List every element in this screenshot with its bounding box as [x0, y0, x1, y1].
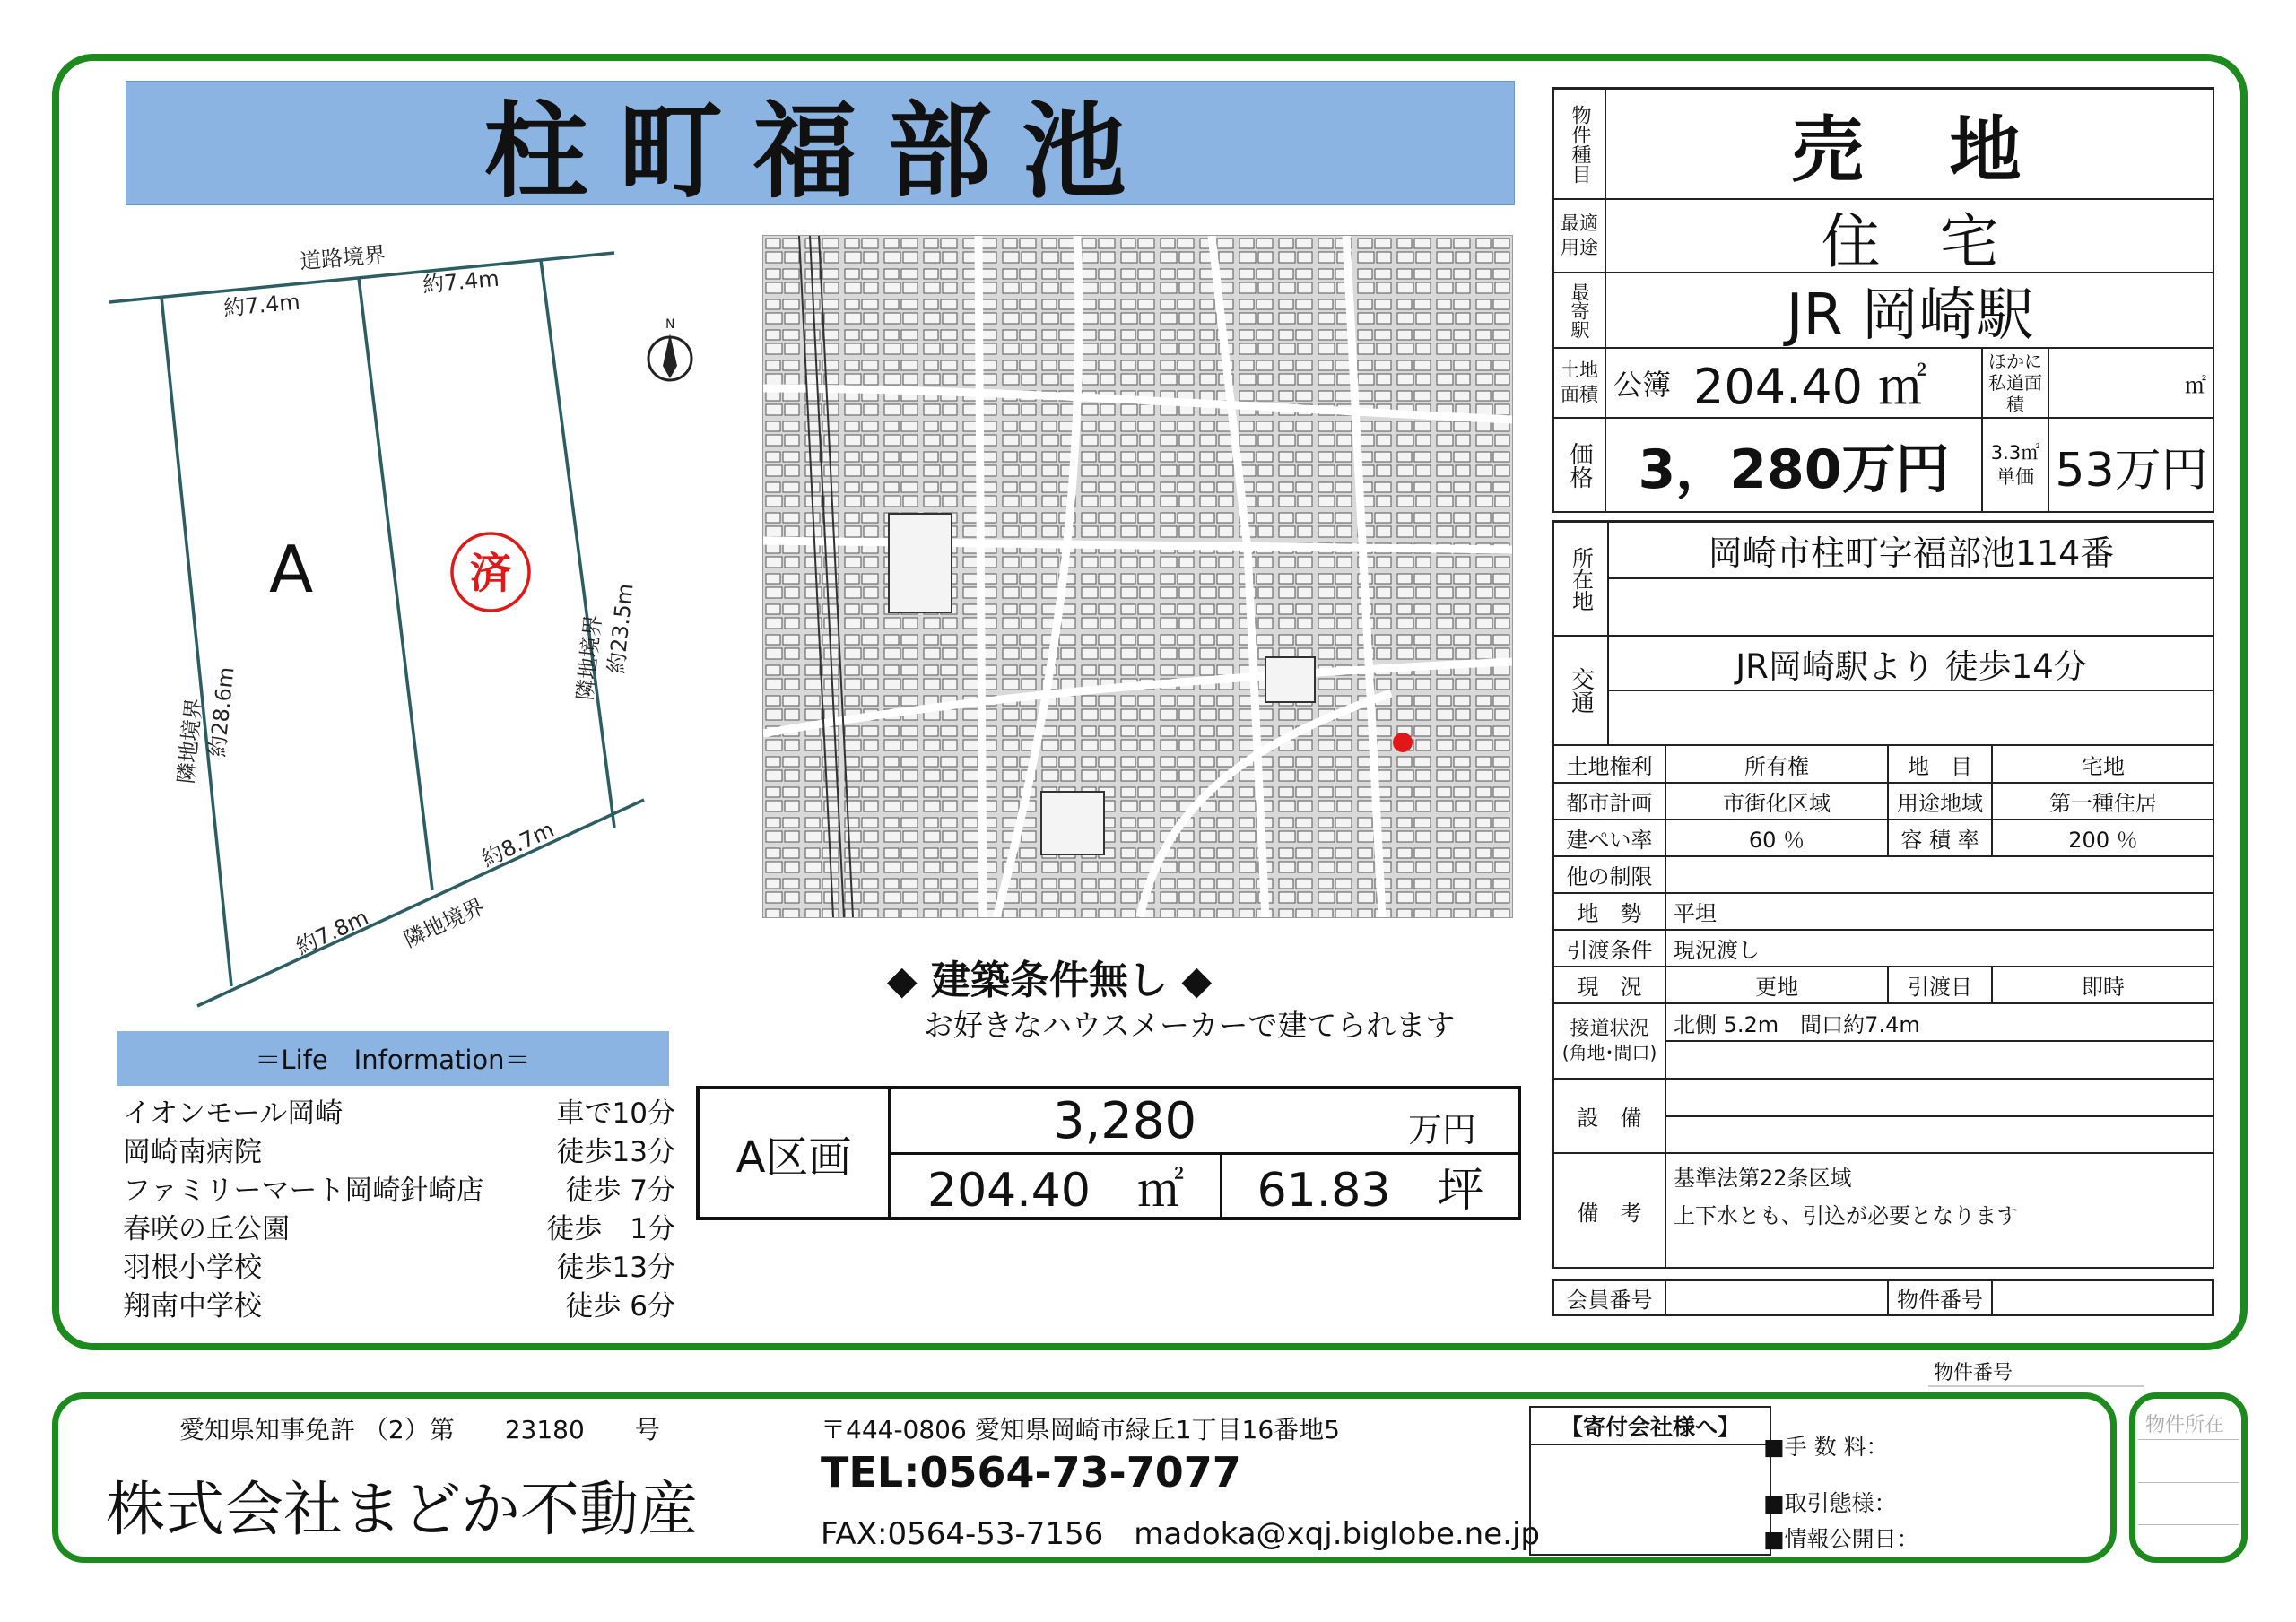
- life-info-item: [123, 1090, 675, 1129]
- lot-line-right: [541, 260, 614, 828]
- company-address: 〒444-0806 愛知県岡崎市緑丘1丁目16番地5: [821, 1415, 1340, 1444]
- info-table-details: [1552, 520, 2214, 1269]
- road-extra: [1665, 1041, 2214, 1079]
- lot-area-sqm: 204.40 ㎡: [891, 1155, 1222, 1217]
- other-limits-label: 他の制限: [1553, 856, 1665, 893]
- land-area-label: 土地面積: [1553, 348, 1605, 418]
- location-label: 所在地: [1553, 522, 1608, 636]
- station-label: 最寄駅: [1553, 273, 1605, 348]
- private-road-label: ほかに私道面積: [1982, 348, 2048, 418]
- lot-label: A区画: [700, 1089, 891, 1217]
- price-label: 価格: [1553, 418, 1605, 513]
- svg-text:N: N: [665, 317, 675, 332]
- property-no-outside: 物件番号: [1934, 1362, 2013, 1384]
- delivery-cond-label: 引渡条件: [1553, 930, 1665, 967]
- company-fax-email: FAX:0564-53-7156 madoka@xqj.biglobe.ne.jp: [821, 1516, 1540, 1552]
- price-value: 3，280万円: [1605, 418, 1982, 513]
- bottom-boundary-line: [197, 800, 644, 1006]
- location-value: 岡崎市柱町字福部池114番: [1608, 522, 2214, 578]
- condition-headline: ◆ 建築条件無し ◆: [886, 958, 1213, 1003]
- remarks-line-2: 上下水とも、引込が必要となります: [1674, 1203, 2018, 1228]
- left-neighbor-boundary: 隣地境界: [173, 697, 208, 785]
- to-company-box: [1529, 1406, 1771, 1556]
- page-title: 柱町福部池: [126, 81, 1515, 205]
- life-info-distance: 徒歩 7分: [565, 1175, 675, 1207]
- life-info-item: [123, 1283, 675, 1322]
- life-info-name: イオンモール岡崎: [123, 1097, 344, 1130]
- life-info-distance: 車で10分: [556, 1097, 675, 1130]
- life-info-name: ファミリーマート岡崎針崎店: [123, 1175, 484, 1207]
- company-tel: TEL:0564-73-7077: [821, 1448, 1241, 1496]
- road-value: 北側 5.2m 間口約7.4m: [1665, 1003, 2214, 1041]
- life-info-header: ＝Life Information＝: [117, 1031, 669, 1086]
- delivery-date-label: 引渡日: [1888, 967, 1992, 1003]
- type-value: 売 地: [1605, 89, 2214, 199]
- right-depth: 約23.5m: [604, 582, 639, 675]
- location-extra: [1608, 578, 2214, 636]
- remarks-label: 備 考: [1553, 1153, 1665, 1269]
- bottom-neighbor-boundary: 隣地境界: [399, 893, 489, 953]
- city-plan-value: 市街化区域: [1665, 783, 1888, 820]
- far-value: 200 ％: [1992, 820, 2214, 856]
- status-label: 現 況: [1553, 967, 1665, 1003]
- location-box-rule-1: [2138, 1439, 2239, 1440]
- facilities-row-2: [1665, 1116, 2214, 1153]
- land-right-value: 所有権: [1665, 745, 1888, 783]
- property-no-label: 物件番号: [1888, 1280, 1992, 1314]
- use-value: 住 宅: [1605, 199, 2214, 273]
- road-boundary-label: 道路境界: [299, 241, 387, 274]
- other-limits-value: [1665, 856, 2214, 893]
- fee-label: ■手 数 料：: [1763, 1434, 1889, 1460]
- life-info-item: [123, 1206, 675, 1245]
- lot-price: 3,280: [1052, 1091, 1197, 1150]
- info-date-label: ■情報公開日：: [1763, 1526, 1919, 1552]
- to-company-label: 【寄付会社様へ】: [1531, 1408, 1770, 1445]
- lot-a-label: A: [269, 532, 314, 607]
- location-box-rule-2: [2138, 1482, 2239, 1483]
- lot-price-unit: 万円: [1408, 1110, 1477, 1149]
- life-info-distance: 徒歩13分: [556, 1136, 675, 1168]
- land-category-value: 宅地: [1992, 745, 2214, 783]
- left-depth: 約28.6m: [204, 665, 239, 759]
- north-arrow-icon: [648, 317, 691, 380]
- member-no-value: [1665, 1280, 1888, 1314]
- lot-area-tsubo: 61.83 坪: [1257, 1164, 1484, 1218]
- plot-diagram: [99, 233, 753, 1022]
- life-info-name: 翔南中学校: [123, 1290, 262, 1323]
- use-label: 最適用途: [1553, 199, 1605, 273]
- svg-text:済: 済: [470, 549, 511, 597]
- deal-type-label: ■取引態様：: [1763, 1490, 1897, 1516]
- right-neighbor-boundary: 隣地境界: [572, 613, 607, 702]
- land-category-label: 地 目: [1888, 745, 1992, 783]
- life-info-name: 春咲の丘公園: [123, 1213, 290, 1245]
- type-label: 物件種目: [1553, 89, 1605, 199]
- condition-subline: お好きなハウスメーカーで建てられます: [924, 1008, 1456, 1043]
- road-label: 接道状況: [1570, 1018, 1649, 1040]
- footer-top-rule: [1928, 1385, 2144, 1387]
- remarks-line-1: 基準法第22条区域: [1674, 1166, 1852, 1191]
- terrain-value: 平坦: [1665, 893, 2214, 930]
- city-plan-label: 都市計画: [1553, 783, 1665, 820]
- life-info-name: 羽根小学校: [123, 1252, 262, 1284]
- top-right-width: 約7.4m: [422, 265, 500, 298]
- coverage-label: 建ぺい率: [1553, 820, 1665, 856]
- delivery-date-value: 即時: [1992, 967, 2214, 1003]
- info-table-top: [1552, 87, 2214, 513]
- private-road-unit: ㎡: [2048, 348, 2214, 418]
- life-info-item: [123, 1167, 675, 1206]
- location-box-rule-3: [2138, 1524, 2239, 1525]
- bottom-right-width: 約8.7m: [477, 816, 559, 872]
- status-value: 更地: [1665, 967, 1888, 1003]
- area-map: [762, 235, 1513, 918]
- remarks-value: [1665, 1153, 2214, 1269]
- license-text: 愛知県知事免許 （2）第 23180 号: [179, 1415, 660, 1444]
- facilities-row-1: [1665, 1079, 2214, 1116]
- life-info-distance: 徒歩13分: [556, 1252, 675, 1284]
- life-info-distance: 徒歩 6分: [565, 1290, 675, 1323]
- unit-price-value: 53万円: [2048, 418, 2214, 513]
- life-info-item: [123, 1129, 675, 1167]
- company-name: 株式会社まどか不動産: [106, 1475, 698, 1544]
- terrain-label: 地 勢: [1553, 893, 1665, 930]
- zoning-label: 用途地域: [1888, 783, 1992, 820]
- unit-price-label: 3.3㎡単価: [1982, 418, 2048, 513]
- property-no-value: [1992, 1280, 2213, 1314]
- zoning-value: 第一種住居: [1992, 783, 2214, 820]
- road-sub-label: (角地･間口): [1561, 1042, 1657, 1063]
- bottom-left-width: 約7.8m: [291, 904, 373, 960]
- life-info-name: 岡崎南病院: [123, 1136, 262, 1168]
- station-value: JR 岡崎駅: [1605, 273, 2214, 348]
- facilities-label: 設 備: [1553, 1079, 1665, 1153]
- far-label: 容 積 率: [1888, 820, 1992, 856]
- land-area-prefix: 公簿: [1605, 348, 1686, 418]
- delivery-cond-value: 現況渡し: [1665, 930, 2214, 967]
- lot-line-left: [161, 297, 231, 986]
- land-area-value: 204.40 ㎡: [1686, 348, 1982, 418]
- access-value: JR岡崎駅より 徒歩14分: [1608, 636, 2214, 690]
- top-left-width: 約7.4m: [222, 289, 301, 321]
- member-row: [1552, 1279, 2214, 1316]
- access-label: 交通: [1553, 636, 1608, 745]
- coverage-value: 60 ％: [1665, 820, 1888, 856]
- lot-summary-table: [696, 1086, 1521, 1220]
- access-extra: [1608, 690, 2214, 745]
- life-info-item: [123, 1245, 675, 1283]
- lot-line-middle: [359, 278, 432, 890]
- land-right-label: 土地権利: [1553, 745, 1665, 783]
- member-no-label: 会員番号: [1553, 1280, 1665, 1314]
- road-label-cell: [1553, 1003, 1665, 1079]
- life-info-list: [123, 1090, 675, 1322]
- location-box-label: 物件所在: [2145, 1414, 2225, 1436]
- life-info-distance: 徒歩 1分: [546, 1213, 675, 1245]
- sold-stamp: [452, 533, 529, 611]
